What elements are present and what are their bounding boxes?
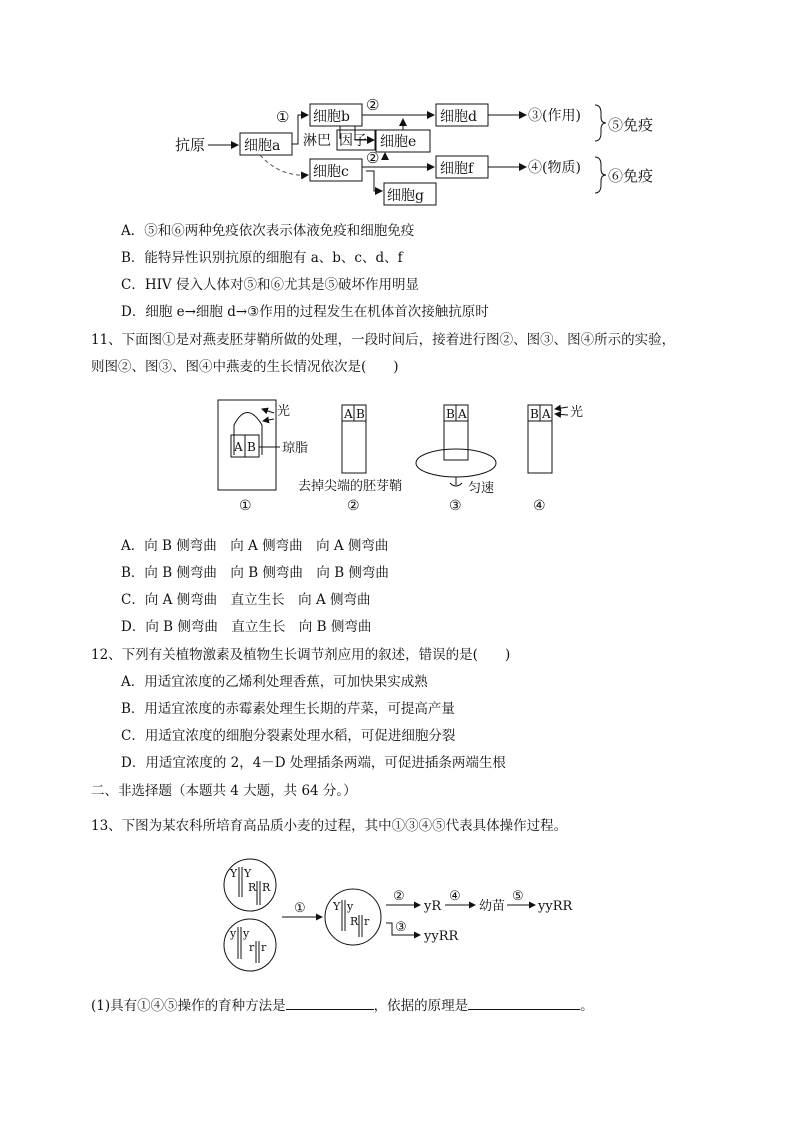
step-2b-label: ② <box>366 149 380 167</box>
cell-e-label: 细胞e <box>380 134 417 150</box>
breeding-diagram <box>220 855 600 980</box>
p1-Y1: Y <box>230 867 238 880</box>
step-2a-label: ② <box>366 96 380 114</box>
gamete-yR: yR <box>424 899 442 914</box>
light-label-1: 光 <box>277 404 291 419</box>
f1-y: y <box>347 900 354 913</box>
q13-sub1 <box>91 995 594 1015</box>
p1-Y2: Y <box>244 867 252 880</box>
step-1: ① <box>294 901 306 916</box>
step-3: ③ <box>395 920 407 935</box>
f1-Y: Y <box>333 900 341 913</box>
seedling-label: 幼苗 <box>479 899 506 914</box>
step-2: ② <box>393 889 405 904</box>
answer-blank-principle[interactable] <box>468 995 580 1010</box>
section-2-heading: 二、非选择题（本题共 4 大题，共 64 分。） <box>91 783 357 799</box>
cell-c-label: 细胞c <box>313 164 349 180</box>
fig3-b-label: B <box>446 407 455 421</box>
agar-label: 琼脂 <box>282 441 309 456</box>
p2-r1: r <box>249 941 255 954</box>
q12-option-c: C．用适宜浓度的细胞分裂素处理水稻，可促进细胞分裂 <box>121 728 456 744</box>
q12-option-d: D．用适宜浓度的 2，4－D 处理插条两端，可促进插条两端生根 <box>121 755 506 771</box>
fig2-b-label: B <box>356 407 365 421</box>
lymph-label: 淋巴 <box>303 133 331 149</box>
step-5: ⑤ <box>512 889 524 904</box>
immunity-6-label: ⑥免疫 <box>608 167 654 185</box>
fig-label-4: ④ <box>533 498 546 514</box>
fig-label-2: ② <box>347 498 360 514</box>
cell-b-label: 细胞b <box>313 109 350 125</box>
q10-option-c: C．HIV 侵入人体对⑤和⑥尤其是⑤破坏作用明显 <box>121 277 419 293</box>
p2-r2: r <box>261 941 267 954</box>
immune-diagram <box>170 95 670 215</box>
q11-stem-line2: 则图②、图③、图④中燕麦的生长情况依次是( ) <box>91 359 399 375</box>
factor-label: 因子 <box>339 133 367 149</box>
q13-stem: 13、下图为某农科所培育高品质小麦的过程，其中①③④⑤代表具体操作过程。 <box>91 818 568 834</box>
q13-sub1-end: 。 <box>580 998 594 1014</box>
p2-y2: y <box>243 927 250 940</box>
uniform-speed-label: 匀速 <box>468 481 495 496</box>
fig1-a-label: A <box>234 440 243 454</box>
result-yyRR-1: yyRR <box>538 899 573 914</box>
p1-R2: R <box>262 881 271 894</box>
fig3-a-label: A <box>458 407 467 421</box>
antigen-label: 抗原 <box>175 136 206 154</box>
q11-option-a: A．向 B 侧弯曲 向 A 侧弯曲 向 A 侧弯曲 <box>121 538 389 554</box>
p2-y1: y <box>230 927 237 940</box>
q13-sub1-middle: ，依据的原理是 <box>373 998 469 1014</box>
decapitated-caption: 去掉尖端的胚芽鞘 <box>298 479 403 494</box>
out-4-label: ④(物质) <box>528 160 581 176</box>
fig-label-3: ③ <box>449 498 462 514</box>
cell-d-label: 细胞d <box>440 109 477 125</box>
q12-option-a: A．用适宜浓度的乙烯利处理香蕉，可加快果实成熟 <box>121 674 428 690</box>
q10-option-d: D．细胞 e→细胞 d→③作用的过程发生在机体首次接触抗原时 <box>121 304 489 320</box>
out-3-label: ③(作用) <box>528 108 581 124</box>
fig2-a-label: A <box>344 407 353 421</box>
q11-option-c: C．向 A 侧弯曲 直立生长 向 A 侧弯曲 <box>121 592 371 608</box>
f1-R: R <box>350 915 359 928</box>
fig-label-1: ① <box>239 498 252 514</box>
q10-option-b: B．能特异性识别抗原的细胞有 a、b、c、d、f <box>121 250 403 266</box>
fig1-b-label: B <box>247 440 256 454</box>
fig4-a-label: A <box>542 407 551 421</box>
step-4: ④ <box>449 889 461 904</box>
p1-R1: R <box>248 881 257 894</box>
cell-f-label: 细胞f <box>440 161 474 177</box>
immunity-5-label: ⑤免疫 <box>608 116 654 134</box>
answer-blank-method[interactable] <box>286 995 374 1010</box>
light-label-4: 光 <box>570 405 584 420</box>
f1-r: r <box>364 915 370 928</box>
q11-option-b: B．向 B 侧弯曲 向 B 侧弯曲 向 B 侧弯曲 <box>121 565 389 581</box>
q11-option-d: D．向 B 侧弯曲 直立生长 向 B 侧弯曲 <box>121 619 372 635</box>
step-1-label: ① <box>276 108 290 126</box>
turntable <box>416 449 496 477</box>
coleoptile-diagram <box>210 395 610 520</box>
q10-option-a: A．⑤和⑥两种免疫依次表示体液免疫和细胞免疫 <box>121 223 415 239</box>
fig4-b-label: B <box>530 407 539 421</box>
q13-sub1-prefix: (1)具有①④⑤操作的育种方法是 <box>91 998 286 1014</box>
q11-stem-line1: 11、下面图①是对燕麦胚芽鞘所做的处理，一段时间后，接着进行图②、图③、图④所示的实验， <box>91 332 676 348</box>
result-yyRR-2: yyRR <box>424 929 459 944</box>
q12-stem: 12、下列有关植物激素及植物生长调节剂应用的叙述，错误的是( ) <box>91 647 511 663</box>
cell-a-label: 细胞a <box>244 138 281 154</box>
q12-option-b: B．用适宜浓度的赤霉素处理生长期的芹菜，可提高产量 <box>121 701 455 717</box>
cell-g-label: 细胞g <box>387 188 424 204</box>
